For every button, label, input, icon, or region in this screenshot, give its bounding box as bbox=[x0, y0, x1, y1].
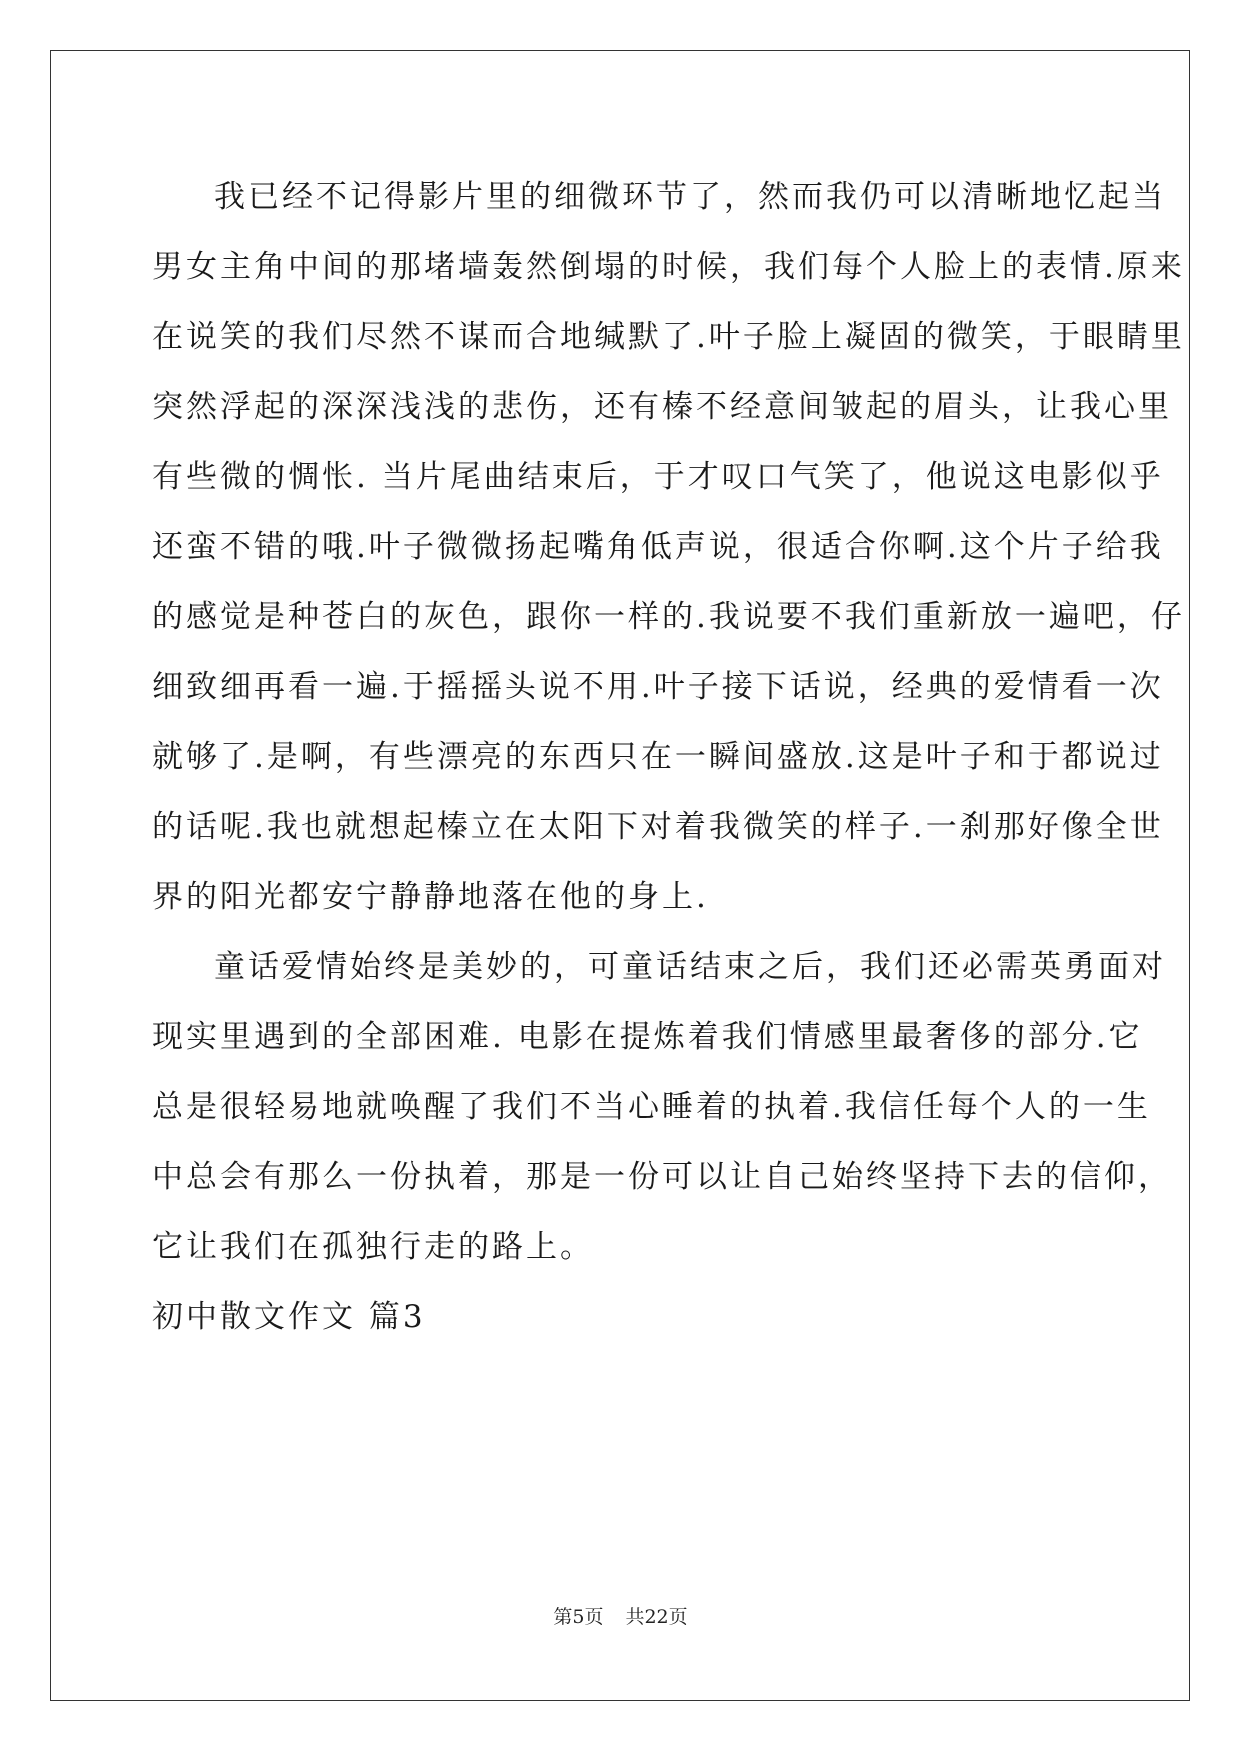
page-footer bbox=[0, 1602, 1241, 1629]
paragraph-line: 男女主角中间的那堵墙轰然倒塌的时候，我们每个人脸上的表情.原来 bbox=[152, 249, 1185, 285]
paragraph-line: 界的阳光都安宁静静地落在他的身上. bbox=[152, 879, 709, 915]
paragraph-line: 的话呢.我也就想起榛立在太阳下对着我微笑的样子.一刹那好像全世 bbox=[152, 809, 1164, 845]
paragraph-line: 在说笑的我们尽然不谋而合地缄默了.叶子脸上凝固的微笑，于眼睛里 bbox=[152, 319, 1185, 355]
paragraph-line: 总是很轻易地就唤醒了我们不当心睡着的执着.我信任每个人的一生 bbox=[152, 1089, 1151, 1125]
page-number: 第5页 bbox=[553, 1606, 604, 1628]
total-pages: 共22页 bbox=[625, 1606, 688, 1628]
paragraph-line: 现实里遇到的全部困难. 电影在提炼着我们情感里最奢侈的部分.它 bbox=[152, 1019, 1143, 1055]
paragraph-line: 童话爱情始终是美妙的，可童话结束之后，我们还必需英勇面对 bbox=[214, 949, 1166, 985]
paragraph-line: 它让我们在孤独行走的路上。 bbox=[152, 1229, 594, 1265]
section-heading: 初中散文作文 篇3 bbox=[152, 1299, 426, 1335]
paragraph-line: 突然浮起的深深浅浅的悲伤，还有榛不经意间皱起的眉头，让我心里 bbox=[152, 389, 1172, 425]
paragraph-line: 还蛮不错的哦.叶子微微扬起嘴角低声说，很适合你啊.这个片子给我 bbox=[152, 529, 1164, 565]
paragraph-line: 我已经不记得影片里的细微环节了，然而我仍可以清晰地忆起当 bbox=[214, 179, 1166, 215]
document-body bbox=[152, 162, 1185, 1352]
paragraph-line: 的感觉是种苍白的灰色，跟你一样的.我说要不我们重新放一遍吧，仔 bbox=[152, 599, 1185, 635]
paragraph-line: 细致细再看一遍.于摇摇头说不用.叶子接下话说，经典的爱情看一次 bbox=[152, 669, 1164, 705]
paragraph-1 bbox=[152, 162, 1185, 932]
paragraph-line: 有些微的惆怅. 当片尾曲结束后，于才叹口气笑了，他说这电影似乎 bbox=[152, 459, 1164, 495]
paragraph-2 bbox=[152, 932, 1172, 1282]
paragraph-line: 中总会有那么一份执着，那是一份可以让自己始终坚持下去的信仰， bbox=[152, 1159, 1172, 1195]
paragraph-line: 就够了.是啊，有些漂亮的东西只在一瞬间盛放.这是叶子和于都说过 bbox=[152, 739, 1164, 775]
